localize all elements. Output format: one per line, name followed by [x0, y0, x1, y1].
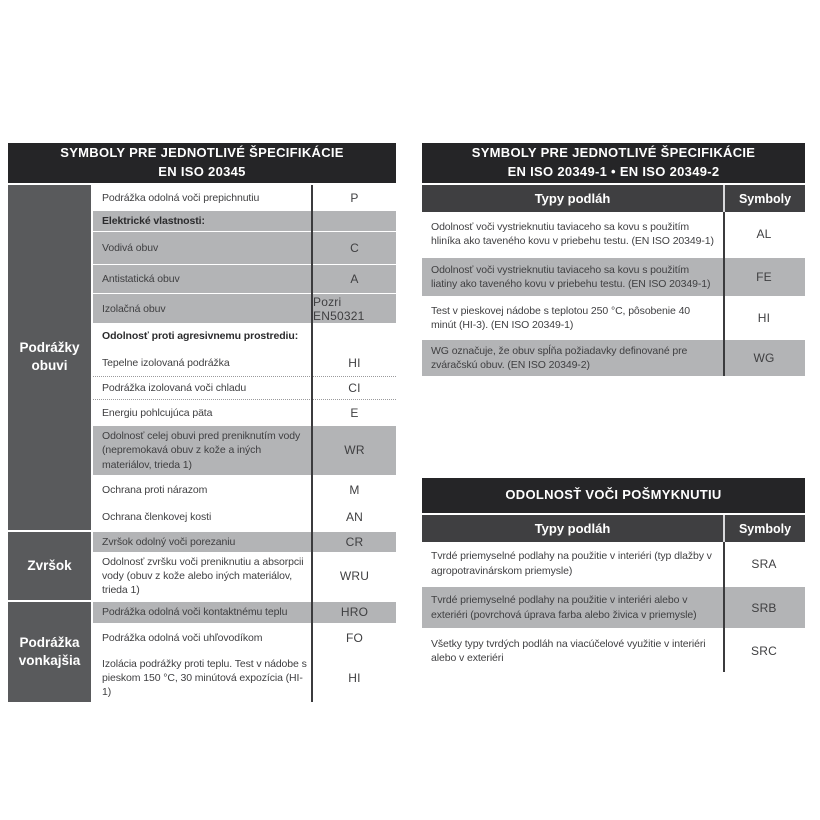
spec-row	[93, 602, 396, 622]
sidebar-group-label: Podrážka vonkajšia	[8, 602, 93, 702]
row-symbol: AL	[756, 227, 772, 241]
row-symbol: C	[350, 241, 359, 256]
left-spec-table	[8, 143, 396, 702]
row-label: Zvršok odolný voči porezaniu	[102, 535, 236, 548]
row-symbol: P	[350, 191, 359, 205]
slip-resistance-table	[422, 478, 805, 674]
row-label: Ochrana členkovej kosti	[102, 511, 212, 524]
title-line-1: SYMBOLY PRE JEDNOTLIVÉ ŠPECIFIKÁCIE	[471, 145, 756, 161]
row-label: Podrážka izolovaná voči chladu	[102, 382, 247, 395]
row-label: Podrážka odolná voči kontaktnému teplu	[102, 606, 288, 619]
row-symbol: HI	[757, 311, 771, 325]
spec-row	[93, 426, 396, 475]
spec-row	[422, 258, 805, 296]
row-label: Podrážka odolná voči uhľovodíkom	[102, 631, 263, 644]
row-label: Odolnosť zvršku voči preniknutiu a absorpcii vody (obuv z kože alebo iných materiálov, trieda 1)	[102, 555, 304, 597]
column-divider	[311, 185, 313, 702]
row-symbol: HI	[348, 355, 361, 370]
column-divider	[723, 542, 725, 672]
row-label: Tvrdé priemyselné podlahy na použitie v interiéri alebo v exteriéri (povrchová úprava farba alebo živica v priemysle)	[431, 594, 697, 621]
row-label: Tepelne izolovaná podrážka	[102, 356, 230, 369]
spec-row	[93, 505, 396, 530]
row-label: Izolácia podrážky proti teplu. Test v nádobe s pieskom 150 °C, 30 minútová expozícia (HI-1)	[102, 657, 307, 698]
spec-section-row	[93, 323, 396, 349]
column-header-symbols: Symboly	[723, 185, 805, 212]
row-label: Tvrdé priemyselné podlahy na použitie v interiéri (typ dlažby v agropotravinárskom priemysle)	[431, 550, 712, 577]
row-symbol: CI	[348, 381, 361, 396]
column-header-row	[422, 185, 805, 212]
row-symbol: WG	[753, 351, 775, 365]
spec-row	[93, 294, 396, 323]
group-podrazky-obuvi	[8, 185, 396, 530]
spec-row	[93, 185, 396, 211]
column-header-types: Typy podláh	[534, 521, 611, 536]
row-label: Energiu pohlcujúca päta	[102, 407, 213, 420]
row-symbol: E	[350, 406, 359, 421]
column-divider	[723, 212, 725, 376]
row-label: Všetky typy tvrdých podláh na viacúčelové využitie v interiéri alebo v exteriéri	[431, 637, 706, 664]
column-header-symbols: Symboly	[723, 515, 805, 542]
row-label: Odolnosť voči vystrieknutiu taviaceho sa kovu s použitím hliníka ako taveného kovu v priebehu testu. (EN ISO 20349-1)	[431, 220, 714, 247]
row-symbol: HRO	[340, 605, 369, 620]
title-line-2: EN ISO 20345	[158, 164, 246, 179]
column-header-types: Typy podláh	[534, 191, 611, 206]
row-symbol: FE	[756, 270, 772, 284]
row-label: Podrážka odolná voči prepichnutiu	[102, 191, 260, 204]
row-symbol: SRA	[751, 556, 777, 571]
spec-row	[93, 532, 396, 552]
row-label: Odolnosť voči vystrieknutiu taviaceho sa kovu s použitím liatiny ako taveného kovu v priebehu testu. (EN ISO 20349-1)	[431, 263, 711, 290]
row-symbol	[313, 323, 396, 349]
row-symbol: WRU	[339, 569, 370, 584]
row-label: Antistatická obuv	[102, 273, 180, 286]
right-spec-table	[422, 143, 805, 378]
row-label: Ochrana proti nárazom	[102, 483, 208, 496]
sidebar-group-label: Podrážky obuvi	[8, 185, 93, 530]
row-symbol: WR	[344, 443, 365, 458]
title-line-2: EN ISO 20349-1 • EN ISO 20349-2	[507, 164, 720, 179]
spec-row	[422, 630, 805, 672]
row-label: Vodivá obuv	[102, 242, 159, 255]
spec-section-row	[93, 211, 396, 232]
spec-row	[93, 623, 396, 654]
row-label: Izolačná obuv	[102, 302, 166, 315]
row-label: Test v pieskovej nádobe s teplotou 250 °C, pôsobenie 40 minút (HI-3). (EN ISO 20349-1)	[431, 304, 691, 331]
row-symbol: A	[350, 272, 359, 287]
spec-row	[93, 232, 396, 265]
right-top-body	[422, 212, 805, 376]
spec-row	[93, 400, 396, 426]
spec-row	[422, 587, 805, 628]
left-table-title	[8, 143, 396, 183]
row-symbol: FO	[345, 631, 364, 646]
row-symbol: SRB	[751, 600, 777, 615]
row-symbol	[313, 211, 396, 231]
group-zvrsok	[8, 532, 396, 601]
spec-row	[422, 212, 805, 256]
row-symbol: HI	[348, 670, 361, 685]
slip-table-body	[422, 542, 805, 672]
column-header-row	[422, 515, 805, 542]
row-label: Odolnosť proti agresivnemu prostrediu:	[102, 330, 299, 343]
spec-row	[422, 298, 805, 338]
row-label: WG označuje, že obuv spĺňa požiadavky definované pre zváračskú obuv. (EN ISO 20349-2)	[431, 344, 688, 371]
spec-row	[422, 340, 805, 376]
spec-row	[93, 377, 396, 400]
sidebar-group-label: Zvršok	[8, 532, 93, 601]
row-symbol: M	[349, 482, 360, 497]
left-table-body	[8, 185, 396, 702]
title-line-1: ODOLNOSŤ VOČI POŠMYKNUTIU	[505, 487, 722, 503]
row-symbol: CR	[345, 534, 364, 549]
group-podrazka-vonkajsia	[8, 602, 396, 702]
spec-row	[93, 475, 396, 505]
row-symbol: AN	[345, 510, 364, 525]
row-label: Elektrické vlastnosti:	[102, 215, 205, 227]
spec-row	[93, 265, 396, 294]
title-line-1: SYMBOLY PRE JEDNOTLIVÉ ŠPECIFIKÁCIE	[60, 145, 344, 161]
spec-row	[93, 552, 396, 601]
row-label: Odolnosť celej obuvi pred preniknutím vody (nepremokavá obuv z kože a iných materiálov, trieda 1)	[102, 430, 301, 471]
slip-table-title	[422, 478, 805, 513]
row-symbol: SRC	[751, 644, 777, 658]
spec-row	[422, 542, 805, 585]
spec-row	[93, 349, 396, 377]
right-top-title	[422, 143, 805, 183]
spec-row	[93, 654, 396, 703]
row-symbol: Pozri EN50321	[313, 294, 365, 323]
